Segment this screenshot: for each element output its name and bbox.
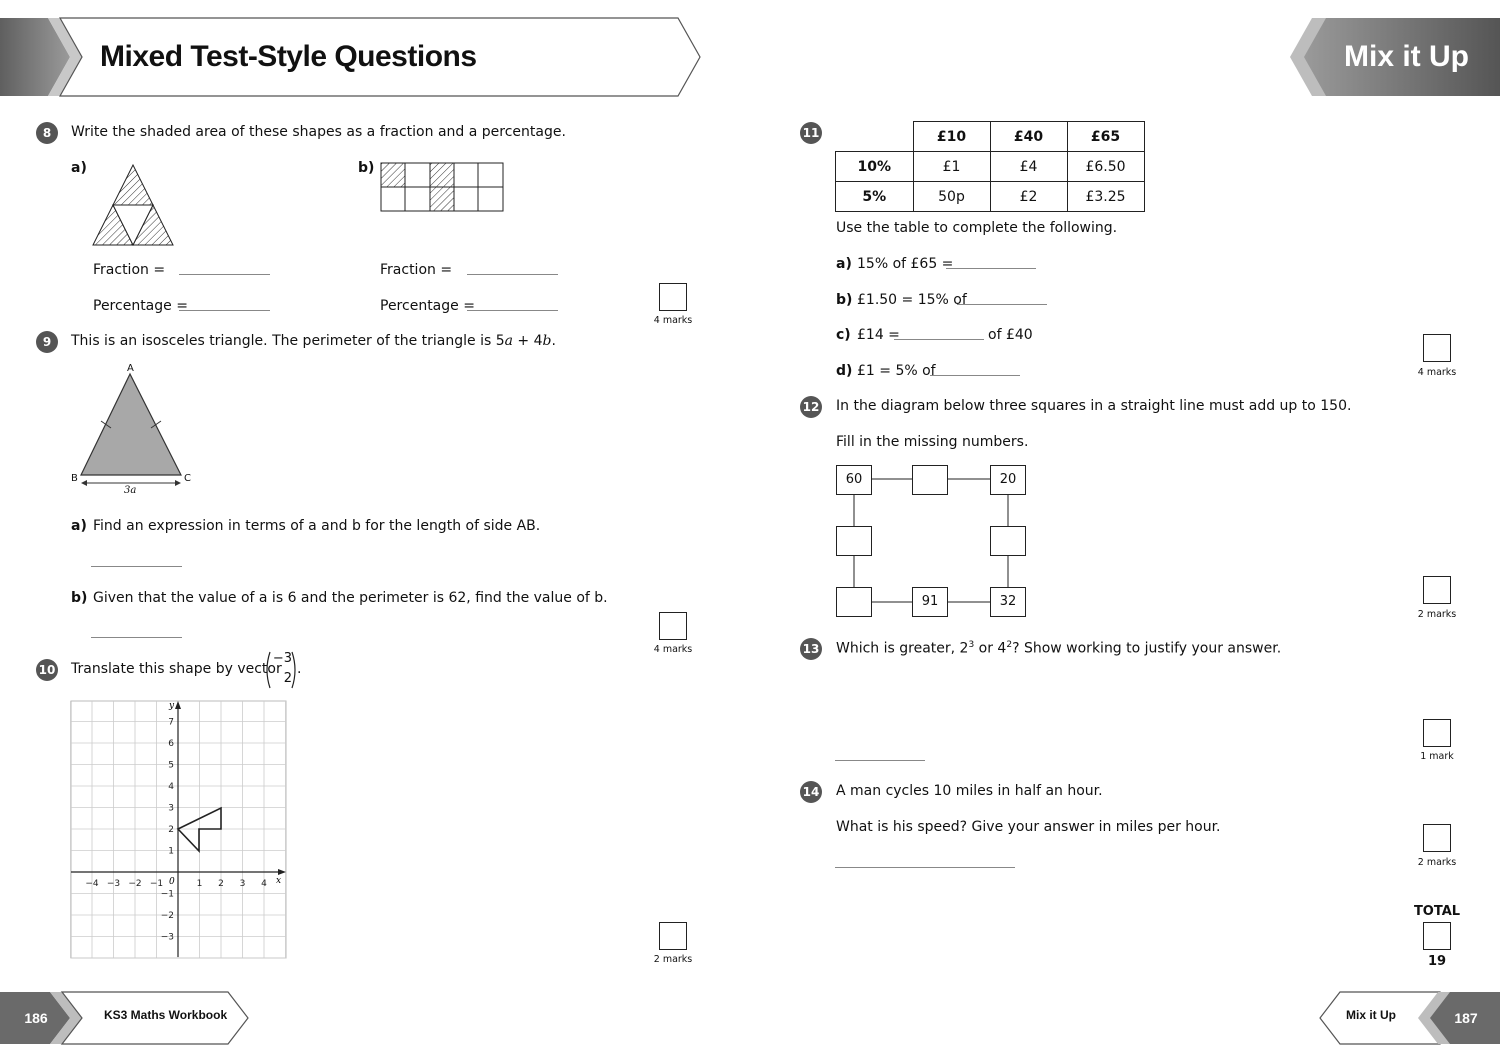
part-label: a) (836, 256, 852, 272)
answer-line-percentage-a[interactable] (179, 310, 270, 311)
mark-box-q14[interactable] (1423, 824, 1451, 852)
question-prompt: Write the shaded area of these shapes as a fraction and a percentage. (71, 124, 566, 140)
table-cell: £1 (913, 152, 990, 182)
coordinate-grid (70, 700, 288, 960)
part-label: d) (836, 363, 853, 379)
question-number: 10 (36, 659, 58, 681)
section-title: Mix it Up (1344, 40, 1469, 73)
mark-box-q12[interactable] (1423, 576, 1451, 604)
page-number-right: 187 (1454, 1010, 1478, 1026)
percentage-label: Percentage = (380, 298, 475, 314)
number-box-input[interactable] (912, 465, 948, 495)
percentage-table (835, 121, 1145, 212)
x-tick-label: −2 (128, 879, 142, 889)
vector-top: −3 (272, 651, 292, 666)
x-tick-label: −1 (149, 879, 164, 889)
col-header: £10 (913, 122, 990, 152)
answer-line-q11b[interactable] (957, 304, 1047, 305)
part-text: Find an expression in terms of a and b for the length of side AB. (93, 518, 541, 534)
mark-box-q9[interactable] (659, 612, 687, 640)
origin-label: 0 (169, 877, 175, 887)
x-tick-label: −3 (106, 879, 121, 889)
answer-line-q14[interactable] (835, 867, 1015, 868)
marks-label: 2 marks (653, 954, 693, 965)
part-label: b) (71, 590, 88, 606)
part-text: £1 = 5% of (857, 363, 936, 379)
y-tick-label: −3 (160, 932, 174, 943)
answer-line-q9a[interactable] (91, 566, 182, 567)
number-box-input[interactable] (990, 526, 1026, 556)
answer-line-fraction-b[interactable] (467, 274, 558, 275)
percentage-label: Percentage = (93, 298, 188, 314)
instruction: Fill in the missing numbers. (836, 434, 1029, 450)
mark-box-q8[interactable] (659, 283, 687, 311)
row-header: 10% (836, 152, 914, 182)
part-text: Given that the value of a is 6 and the perimeter is 62, find the value of b. (93, 590, 608, 606)
part-label: b) (836, 292, 853, 308)
part-text: £1.50 = 15% of (857, 292, 967, 308)
vertex-label: A (127, 363, 134, 374)
marks-label: 2 marks (1417, 857, 1457, 868)
answer-line-fraction-a[interactable] (179, 274, 270, 275)
x-tick-label: 2 (218, 879, 224, 889)
number-box-input[interactable] (836, 526, 872, 556)
vector-bottom: 2 (283, 671, 292, 686)
y-tick-label: 2 (168, 825, 174, 835)
table-cell: £4 (990, 152, 1067, 182)
marks-label: 4 marks (653, 644, 693, 655)
answer-line-q11d[interactable] (930, 375, 1020, 376)
marks-label: 1 mark (1420, 751, 1454, 762)
marks-label: 2 marks (1417, 609, 1457, 620)
x-tick-label: −4 (85, 879, 99, 889)
shaded-triangle-figure (88, 160, 178, 250)
mark-box-q11[interactable] (1423, 334, 1451, 362)
total-label: TOTAL (1413, 904, 1461, 919)
question-number: 9 (36, 331, 58, 353)
vertex-label: C (184, 473, 191, 484)
question-prompt: A man cycles 10 miles in half an hour. (836, 783, 1103, 799)
total-box[interactable] (1423, 922, 1451, 950)
y-tick-label: 4 (168, 782, 174, 792)
question-number: 13 (800, 638, 822, 660)
question-prompt: Translate this shape by vector (71, 661, 282, 677)
total-value: 19 (1427, 954, 1447, 969)
answer-line-q13[interactable] (835, 760, 925, 761)
shaded-grid-figure (378, 160, 508, 216)
vertex-label: B (71, 473, 78, 484)
x-tick-label: 1 (196, 879, 203, 889)
y-tick-label: −2 (160, 911, 174, 921)
y-axis-label: y (169, 701, 175, 711)
y-tick-label: 1 (168, 846, 174, 857)
page-title: Mixed Test-Style Questions (100, 40, 477, 73)
question-prompt: Which is greater, $2^3$ or $4^2$? Show working to justify your answer. (836, 640, 1282, 657)
x-tick-label: 4 (261, 879, 267, 889)
part-label: a) (71, 160, 87, 176)
col-header: £40 (990, 122, 1067, 152)
vector-bracket (264, 650, 298, 690)
part-label: c) (836, 327, 851, 343)
mark-box-q13[interactable] (1423, 719, 1451, 747)
footer-title-left: KS3 Maths Workbook (104, 1008, 228, 1022)
number-box: 91 (912, 587, 948, 617)
marks-label: 4 marks (653, 315, 693, 326)
part-text: £14 = (857, 327, 900, 343)
part-text: 15% of £65 = (857, 256, 954, 272)
y-tick-label: 3 (168, 803, 174, 814)
question-number: 14 (800, 781, 822, 803)
question-prompt: This is an isosceles triangle. The perimeter of the triangle is 5a + 4b. (71, 333, 556, 349)
y-tick-label: −1 (160, 889, 174, 900)
y-tick-label: 5 (168, 760, 174, 771)
part-label: a) (71, 518, 87, 534)
col-header: £65 (1067, 122, 1144, 152)
marks-label: 4 marks (1417, 367, 1457, 378)
footer-title-right: Mix it Up (1346, 1008, 1396, 1022)
prompt-end: . (297, 661, 302, 677)
y-tick-label: 6 (168, 739, 174, 749)
part-label: b) (358, 160, 375, 176)
answer-line-percentage-b[interactable] (467, 310, 558, 311)
question-prompt: In the diagram below three squares in a straight line must add up to 150. (836, 398, 1352, 414)
fraction-label: Fraction = (93, 262, 166, 278)
table-cell: £3.25 (1067, 182, 1144, 212)
answer-line-q11c[interactable] (894, 339, 984, 340)
question-number: 8 (36, 122, 58, 144)
fraction-label: Fraction = (380, 262, 453, 278)
question-number: 11 (800, 122, 822, 144)
number-box: 32 (990, 587, 1026, 617)
part-text: of £40 (988, 327, 1033, 343)
table-cell: 50p (913, 182, 990, 212)
y-tick-label: 7 (168, 717, 174, 728)
answer-line-q11a[interactable] (946, 268, 1036, 269)
question-number: 12 (800, 396, 822, 418)
page-number-left: 186 (24, 1010, 48, 1026)
base-label: 3a (124, 485, 137, 496)
answer-line-q9b[interactable] (91, 637, 182, 638)
x-tick-label: 3 (239, 879, 246, 889)
question-text: What is his speed? Give your answer in miles per hour. (836, 819, 1221, 835)
instruction: Use the table to complete the following. (836, 220, 1118, 236)
row-header: 5% (836, 182, 914, 212)
mark-box-q10[interactable] (659, 922, 687, 950)
number-box: 20 (990, 465, 1026, 495)
table-cell: £6.50 (1067, 152, 1144, 182)
table-cell: £2 (990, 182, 1067, 212)
number-box: 60 (836, 465, 872, 495)
number-box-input[interactable] (836, 587, 872, 617)
x-axis-label: x (276, 876, 282, 886)
